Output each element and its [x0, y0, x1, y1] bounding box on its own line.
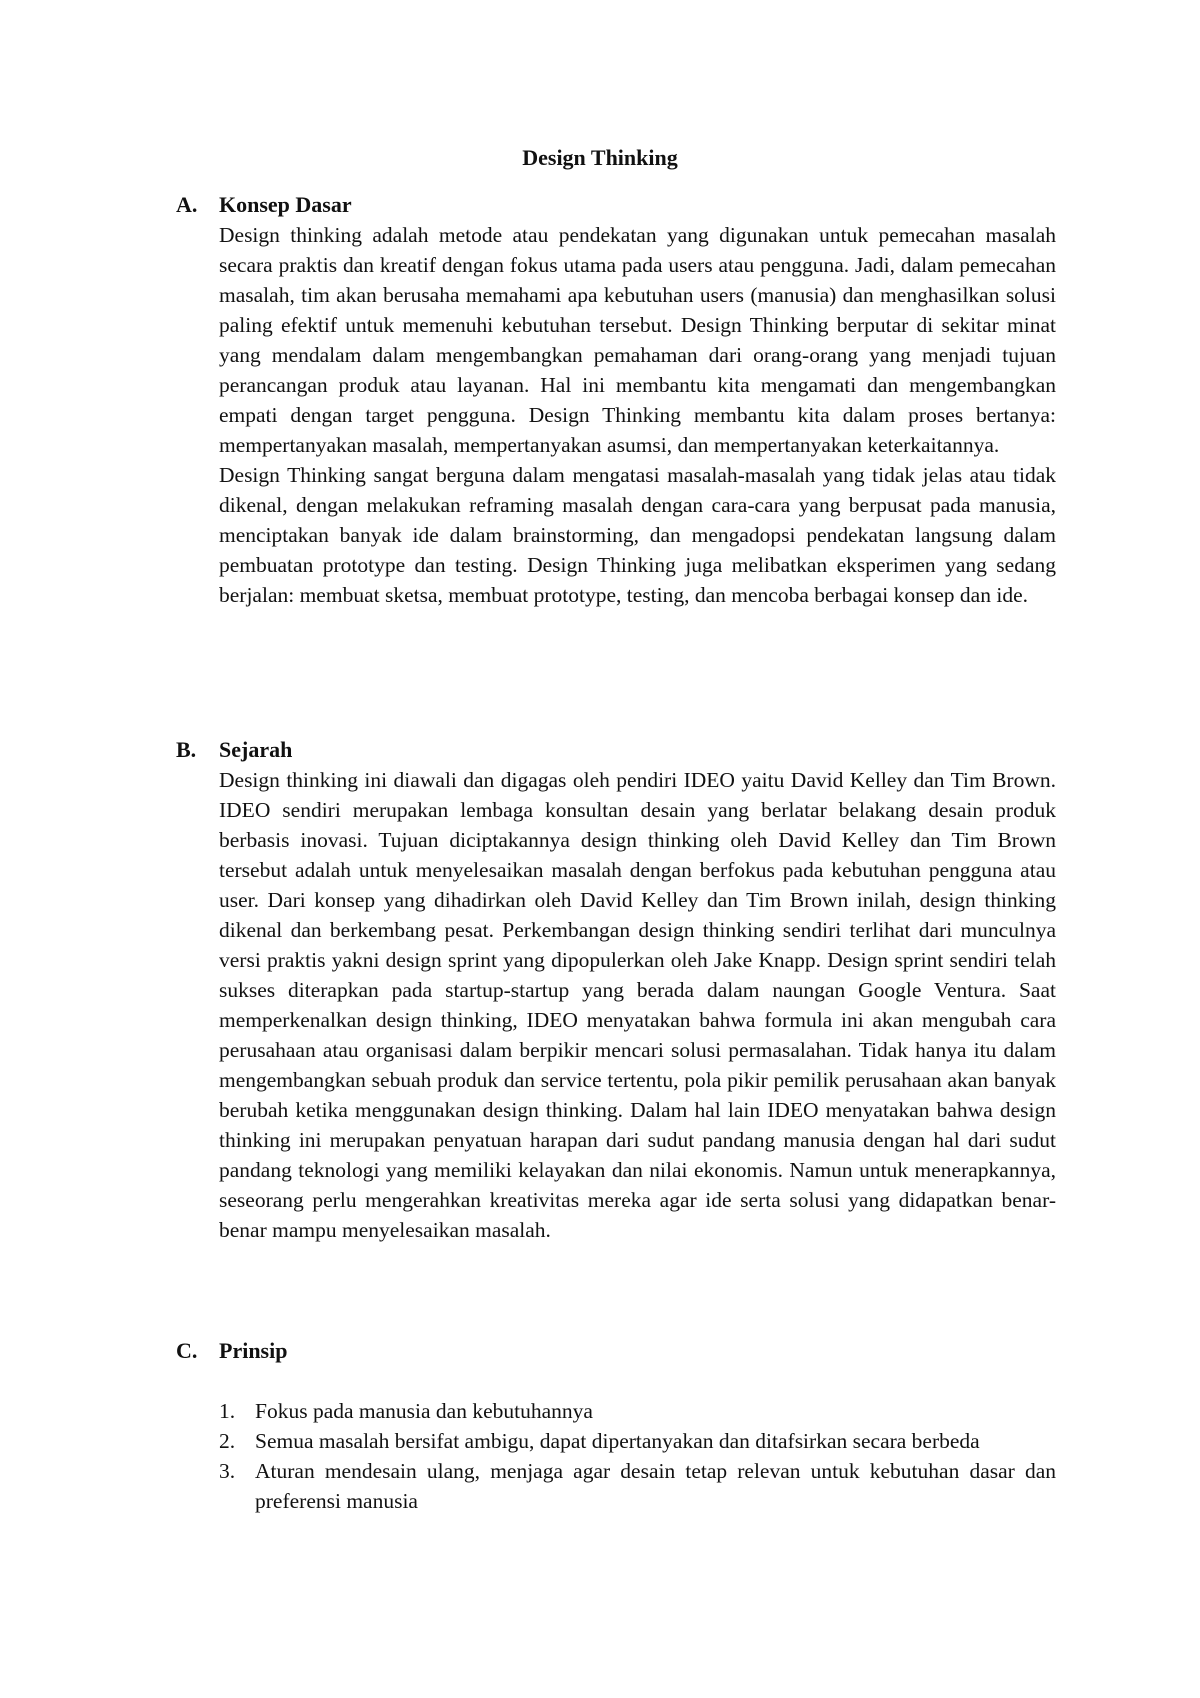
list-number: 1. — [219, 1399, 236, 1423]
section-sejarah — [176, 735, 1056, 1245]
list-item — [219, 1396, 1056, 1426]
section-heading-text: Prinsip — [219, 1338, 288, 1363]
section-heading-text: Konsep Dasar — [219, 192, 352, 217]
section-heading-text: Sejarah — [219, 737, 293, 762]
list-item-text: Aturan mendesain ulang, menjaga agar desain tetap relevan untuk kebutuhan dasar dan preferensi manusia — [255, 1459, 1056, 1513]
page-title: Design Thinking — [522, 145, 678, 170]
section-letter: B. — [176, 737, 197, 762]
paragraph: Design thinking ini diawali dan digagas oleh pendiri IDEO yaitu David Kelley dan Tim Brown. IDEO sendiri merupakan lembaga konsultan desain yang berlatar belakang desain produk berbasis inovasi. Tujuan diciptakannya design thinking oleh David Kelley dan Tim Brown tersebut adalah untuk menyelesaikan masalah dengan berfokus pada kebutuhan pengguna atau user. Dari konsep yang dihadirkan oleh David Kelley dan Tim Brown inilah, design thinking dikenal dan berkembang pesat. Perkembangan design thinking sendiri terlihat dari munculnya versi praktis yakni design sprint yang dipopulerkan oleh Jake Knapp. Design sprint sendiri telah sukses diterapkan pada startup-startup yang berada dalam naungan Google Ventura. Saat memperkenalkan design thinking, IDEO menyatakan bahwa formula ini akan mengubah cara perusahaan atau organisasi dalam berpikir mencari solusi permasalahan. Tidak hanya itu dalam mengembangkan sebuah produk dan service tertentu, pola pikir pemilik perusahaan akan banyak berubah ketika menggunakan design thinking. Dalam hal lain IDEO menyatakan bahwa design thinking ini merupakan penyatuan harapan dari sudut pandang manusia dengan hal dari sudut pandang teknologi yang memiliki kelayakan dan nilai ekonomis. Namun untuk menerapkannya, seseorang perlu mengerahkan kreativitas mereka agar ide serta solusi yang didapatkan benar-benar mampu menyelesaikan masalah. — [219, 768, 1056, 1242]
paragraph: Design Thinking sangat berguna dalam mengatasi masalah-masalah yang tidak jelas atau tidak dikenal, dengan melakukan reframing masalah dengan cara-cara yang berpusat pada manusia, menciptakan banyak ide dalam brainstorming, dan mengadopsi pendekatan langsung dalam pembuatan prototype dan testing. Design Thinking juga melibatkan eksperimen yang sedang berjalan: membuat sketsa, membuat prototype, testing, dan mencoba berbagai konsep dan ide. — [219, 463, 1056, 607]
list-number: 3. — [219, 1459, 236, 1483]
section-prinsip — [176, 1336, 1056, 1516]
list-item-text: Semua masalah bersifat ambigu, dapat dipertanyakan dan ditafsirkan secara berbeda — [255, 1429, 980, 1453]
section-body — [176, 220, 1056, 610]
section-heading — [176, 735, 1056, 765]
list-item-text: Fokus pada manusia dan kebutuhannya — [255, 1399, 593, 1423]
principles-list — [176, 1396, 1056, 1516]
section-heading — [176, 190, 1056, 220]
list-number: 2. — [219, 1429, 236, 1453]
paragraph: Design thinking adalah metode atau pendekatan yang digunakan untuk pemecahan masalah secara praktis dan kreatif dengan fokus utama pada users atau pengguna. Jadi, dalam pemecahan masalah, tim akan berusaha memahami apa kebutuhan users (manusia) dan menghasilkan solusi paling efektif untuk memenuhi kebutuhan tersebut. Design Thinking berputar di sekitar minat yang mendalam dalam mengembangkan pemahaman dari orang-orang yang menjadi tujuan perancangan produk atau layanan. Hal ini membantu kita mengamati dan mengembangkan empati dengan target pengguna. Design Thinking membantu kita dalam proses bertanya: mempertanyakan masalah, mempertanyakan asumsi, dan mempertanyakan keterkaitannya. — [219, 223, 1056, 457]
list-item — [219, 1426, 1056, 1456]
section-letter: A. — [176, 192, 198, 217]
section-konsep-dasar — [176, 190, 1056, 610]
section-letter: C. — [176, 1338, 198, 1363]
section-body — [176, 765, 1056, 1245]
list-item — [219, 1456, 1056, 1516]
section-heading — [176, 1336, 1056, 1366]
